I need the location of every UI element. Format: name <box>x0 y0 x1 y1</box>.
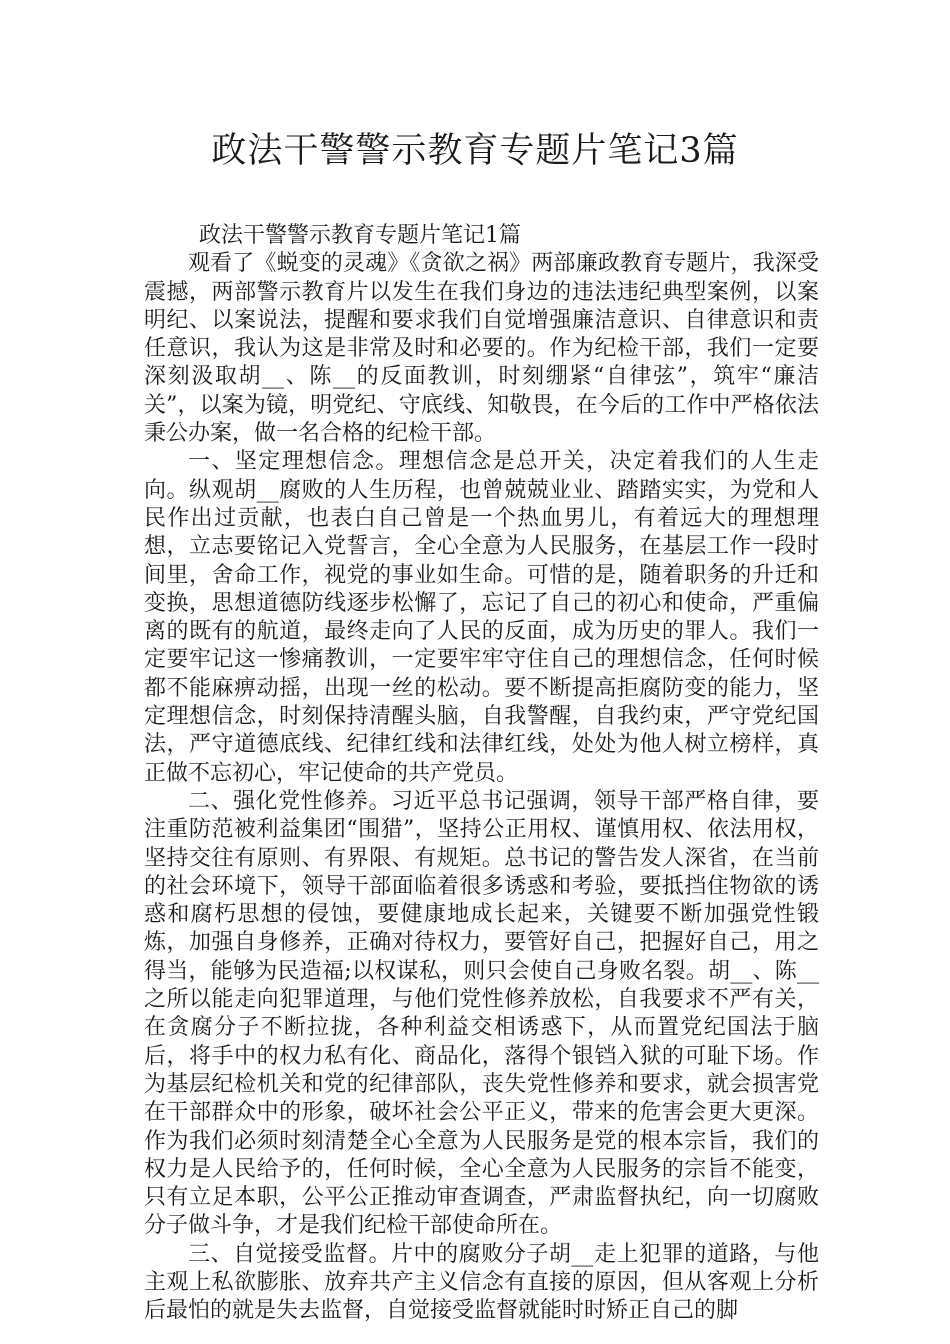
paragraph-supervision: 三、自觉接受监督。片中的腐败分子胡__走上犯罪的道路，与他主观上私欲膨胀、放弃共产主义信念有直接的原因，但从客观上分析后最怕的就是失去监督，自觉接受监督就能时时矫正自己的脚 <box>144 1241 819 1324</box>
section-subtitle: 政法干警警示教育专题片笔记1篇 <box>199 223 521 248</box>
document-title: 政法干警警示教育专题片笔记3篇 <box>211 131 739 171</box>
document-body <box>144 222 819 1326</box>
paragraph-intro: 观看了《蜕变的灵魂》《贪欲之祸》两部廉政教育专题片，我深受震撼，两部警示教育片以发生在我们身边的违法违纪典型案例，以案明纪、以案说法，提醒和要求我们自觉增强廉洁意识、自律意识和责任意识，我认为这是非常及时和必要的。作为纪检干部，我们一定要深刻汲取胡__、陈__的反面教训，时刻绷紧“自律弦”，筑牢“廉洁关”，以案为镜，明党纪、守底线、知敬畏，在今后的工作中严格依法秉公办案，做一名合格的纪检干部。 <box>144 251 819 447</box>
paragraph-ideals: 一、坚定理想信念。理想信念是总开关，决定着我们的人生走向。纵观胡__腐败的人生历程，也曾兢兢业业、踏踏实实，为党和人民作出过贡献，也表白自己曾是一个热血男儿，有着远大的理想理想，立志要铭记入党誓言，全心全意为人民服务，在基层工作一段时间里，舍命工作，视党的事业如生命。可惜的是，随着职务的升迁和变换，思想道德防线逐步松懈了，忘记了自己的初心和使命，严重偏离的既有的航道，最终走向了人民的反面，成为历史的罪人。我们一定要牢记这一惨痛教训，一定要牢牢守住自己的理想信念，任何时候都不能麻痹动摇，出现一丝的松动。要不断提高拒腐防变的能力，坚定理想信念，时刻保持清醒头脑，自我警醒，自我约束，严守党纪国法，严守道德底线、纪律红线和法律红线，处处为他人树立榜样，真正做不忘初心，牢记使命的共产党员。 <box>144 449 819 786</box>
paragraph-party-spirit: 二、强化党性修养。习近平总书记强调，领导干部严格自律，要注重防范被利益集团“围猎”，坚持公正用权、谨慎用权、依法用权，坚持交往有原则、有界限、有规矩。总书记的警告发人深省，在当前的社会环境下，领导干部面临着很多诱惑和考验，要抵挡住物欲的诱惑和腐朽思想的侵蚀，要健康地成长起来，关键要不断加强党性锻炼，加强自身修养，正确对待权力，要管好自己，把握好自己，用之得当，能够为民造福;以权谋私，则只会使自己身败名裂。胡__、陈__之所以能走向犯罪道理，与他们党性修养放松，自我要求不严有关，在贪腐分子不断拉拢，各种利益交相诱惑下，从而置党纪国法于脑后，将手中的权力私有化、商品化，落得个银铛入狱的可耻下场。作为基层纪检机关和党的纪律部队，丧失党性修养和要求，就会损害党在干部群众中的形象，破坏社会公平正义，带来的危害会更大更深。作为我们必须时刻清楚全心全意为人民服务是党的根本宗旨，我们的权力是人民给予的，任何时候，全心全意为人民服务的宗旨不能变，只有立足本职，公平公正推动审查调查，严肃监督执纪，向一切腐败分子做斗争，才是我们纪检干部使命所在。 <box>144 788 819 1239</box>
